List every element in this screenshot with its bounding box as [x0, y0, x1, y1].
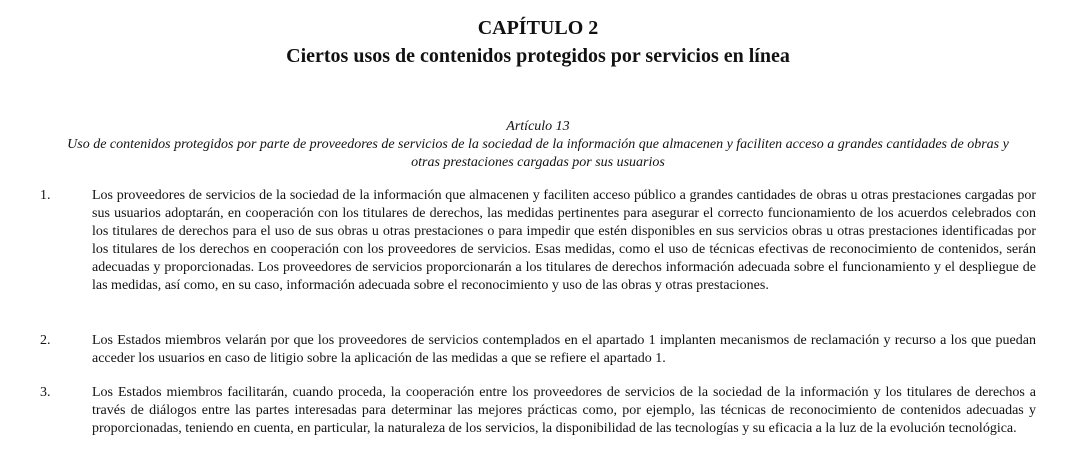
chapter-number: CAPÍTULO 2 [477, 17, 599, 39]
chapter-title: Ciertos usos de contenidos protegidos por servicios en línea [286, 45, 790, 67]
paragraph-number: 1. [40, 188, 51, 203]
paragraph-number: 2. [40, 333, 51, 348]
paragraph-text: Los Estados miembros velarán por que los proveedores de servicios contemplados en el apartado 1 implanten mecanismos de reclamación y recurso a los que puedan acceder los usuarios en caso de litigio sobre la aplicación de las medidas a que se refiere el apartado 1. [92, 333, 1036, 366]
paragraph-text: Los proveedores de servicios de la sociedad de la información que almacenen y faciliten acceso público a grandes cantidades de obras u otras prestaciones cargadas por sus usuarios adoptarán, en cooperación con los titulares de derechos, las medidas pertinentes para asegurar el correcto funcionamiento de los acuerdos celebrados con los titulares de derechos para el uso de sus obras u otras prestaciones o para impedir que estén disponibles en sus servicios obras u otras prestaciones identificadas por los titulares de los derechos en cooperación con los proveedores de servicios. Esas medidas, como el uso de técnicas efectivas de reconocimiento de contenidos, serán adecuadas y proporcionadas. Los proveedores de servicios proporcionarán a los titulares de derechos información adecuada sobre el funcionamiento y el despliegue de las medidas, así como, en su caso, información adecuada sobre el reconocimiento y uso de las obras y otras prestaciones. [92, 188, 1036, 293]
paragraph-number: 3. [40, 385, 51, 400]
article-title: Uso de contenidos protegidos por parte de proveedores de servicios de la sociedad de la información que almacenen y faciliten acceso a grandes cantidades de obras y otras prestaciones cargadas por sus usuarios [67, 137, 1009, 170]
article-number: Artículo 13 [506, 119, 570, 134]
paragraph-text: Los Estados miembros facilitarán, cuando proceda, la cooperación entre los proveedores de servicios de la sociedad de la información y los titulares de derechos a través de diálogos entre las partes interesadas para determinar las mejores prácticas como, por ejemplo, las técnicas de reconocimiento de contenidos adecuadas y proporcionadas, teniendo en cuenta, en particular, la naturaleza de los servicios, la disponibilidad de las tecnologías y su eficacia a la luz de la evolución tecnológica. [92, 385, 1036, 436]
